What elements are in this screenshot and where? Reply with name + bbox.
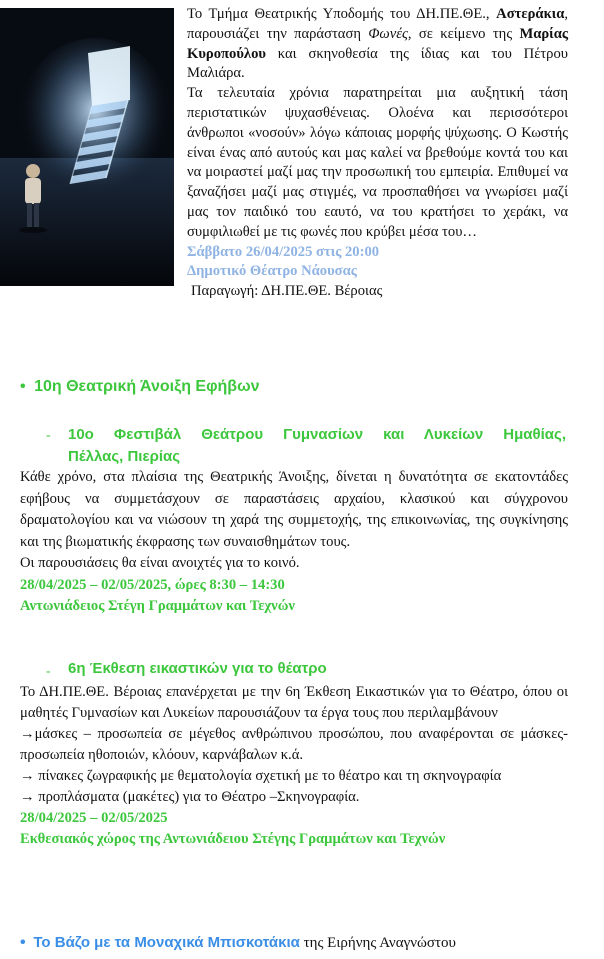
dash-icon: - (46, 428, 51, 443)
play-title-biscuits: Το Βάζο με τα Μοναχικά Μπισκοτάκια (33, 934, 300, 951)
bullet-icon: • (20, 934, 26, 951)
exhibition-item: →μάσκες – προσωπεία σε μέγεθος ανθρώπινου προσώπου, που αναφέρονται σε μάσκες-προσωπεία ηθοποιών, κλόουν, καρνάβαλων κ.ά. (20, 726, 568, 763)
performance-date: Σάββατο 26/04/2025 στις 20:00 (187, 243, 380, 260)
section-heading-biscuits (20, 934, 456, 952)
festival-open-note: Οι παρουσιάσεις θα είναι ανοιχτές για το κοινό. (20, 555, 300, 571)
exhibition-description (20, 682, 568, 850)
company-name: Αστεράκια (496, 6, 565, 22)
exhibition-body: Το ΔΗ.ΠΕ.ΘΕ. Βέροιας επανέρχεται με την 6η Έκθεση Εικαστικών για το Θέατρο, όπου οι μαθητές Γυμνασίων και Λυκείων παρουσιάζουν τα έργα τους που περιλαμβάνουν (20, 684, 568, 721)
exhibition-item: → πίνακες ζωγραφικής με θεματολογία σχετική με το θέατρο και τη σκηνογραφία (20, 768, 502, 784)
intro-paragraph-2: Τα τελευταία χρόνια παρατηρείται μια αυξητική τάση περιστατικών ψυχασθένειας. Ολοένα και περισσότεροι άνθρωποι «νοσούν» λόγω κάποιας μορφής ψύχωσης. Ο Κωστής είναι ένας από αυτούς και μας καλεί να βρεθούμε κοντά του και να μοιραστεί μαζί μας την προσωπική του εμπειρία. Επιθυμεί να ξαναζήσει μαζί μας στιγμές, να προσπαθήσει να γνωρίσει μαζί μας τον παιδικό του εαυτό, να του κρατήσει το χεράκι, να συμφιλιωθεί με τις φωνές που κρύβει μέσα του… (187, 85, 568, 240)
exhibition-title: 6η Έκθεση εικαστικών για το θέατρο (68, 660, 327, 677)
section-heading-theatre-spring (20, 378, 259, 396)
festival-venue: Αντωνιάδειος Στέγη Γραμμάτων και Τεχνών (20, 598, 295, 614)
staircase-child-illustration (0, 8, 174, 286)
performance-venue: Δημοτικό Θέατρο Νάουσας (187, 263, 357, 280)
dash-icon: - (46, 664, 51, 679)
exhibition-dates: 28/04/2025 – 02/05/2025 (20, 810, 168, 826)
production-credit: Παραγωγή: ΔΗ.ΠΕ.ΘΕ. Βέροιας (191, 283, 383, 300)
festival-title: 10ο Φεστιβάλ Θεάτρου Γυμνασίων και Λυκείων Ημαθίας, Πέλλας, Πιερίας (68, 426, 566, 465)
poster-image (0, 8, 174, 286)
author-name: Μαρίας Κυροπούλου (187, 25, 568, 62)
intro-paragraph-1: Το Τμήμα Θεατρικής Υποδομής του ΔΗ.ΠΕ.ΘΕ., Αστεράκια, παρουσιάζει την παράσταση Φωνές, σε κείμενο της Μαρίας Κυροπούλου και σκηνοθεσία της ίδιας και του Πέτρου Μαλιάρα. (187, 6, 568, 82)
festival-body: Κάθε χρόνο, στα πλαίσια της Θεατρικής Άνοιξης, δίνεται η δυνατότητα σε εκατοντάδες εφήβους να συμμετάσχουν σε παραστάσεις αρχαίου, κλασικού και σύγχρονου δραματολογίου και να νιώσουν τη χαρά της συμμετοχής, της επικοινωνίας, της συγκίνησης και της βιωματικής έκφρασης των συναισθημάτων τους. (20, 469, 568, 550)
section-title: 10η Θεατρική Άνοιξη Εφήβων (34, 378, 260, 395)
bullet-icon: • (20, 378, 26, 395)
play-title: Φωνές (368, 25, 408, 42)
exhibition-item: → προπλάσματα (μακέτες) για το Θέατρο –Σκηνογραφία. (20, 789, 360, 805)
performance-intro (187, 5, 568, 302)
festival-dates: 28/04/2025 – 02/05/2025, ώρες 8:30 – 14:30 (20, 576, 285, 593)
exhibition-venue: Εκθεσιακός χώρος της Αντωνιάδειου Στέγης Γραμμάτων και Τεχνών (20, 831, 446, 847)
festival-description (20, 467, 568, 618)
play-author: της Ειρήνης Αναγνώστου (299, 935, 456, 951)
